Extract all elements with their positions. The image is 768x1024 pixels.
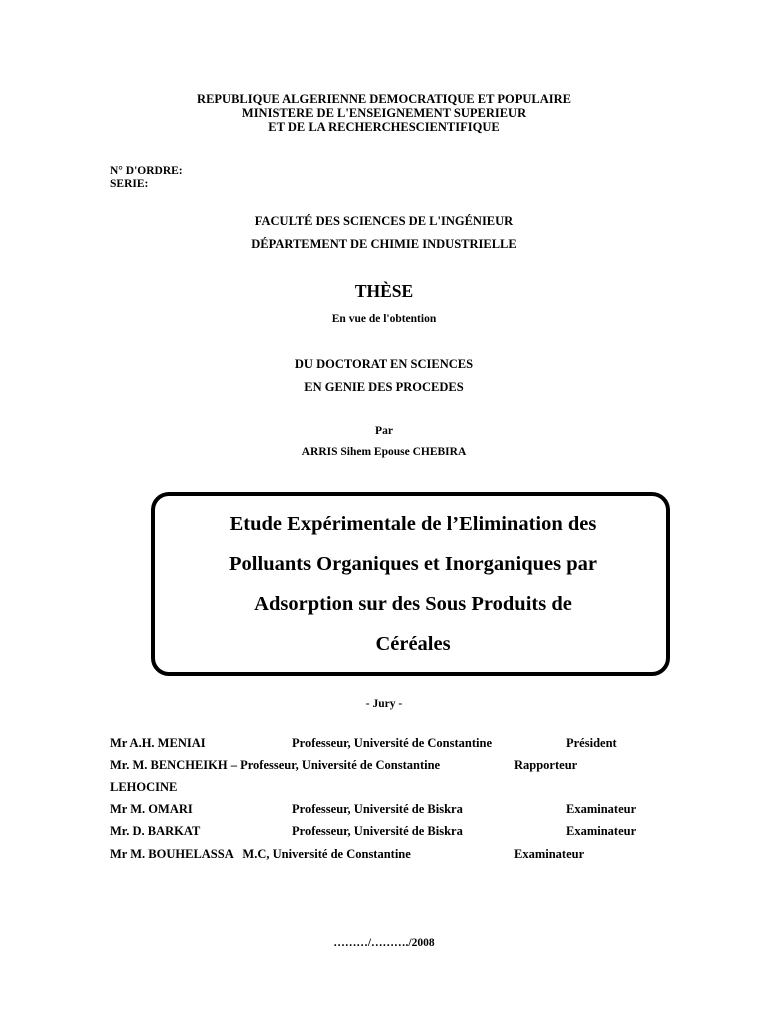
department-name: DÉPARTEMENT DE CHIMIE INDUSTRIELLE	[251, 237, 517, 251]
title-line-1: Etude Expérimentale de l’Elimination des	[229, 513, 597, 535]
jury-member-2-name-continued: LEHOCINE	[110, 780, 178, 794]
title-line-3: Adsorption sur des Sous Produits de	[254, 593, 572, 615]
thesis-heading: THÈSE	[354, 281, 414, 301]
jury-member-5-role: Examinateur	[514, 847, 585, 861]
jury-member-3-title: Professeur, Université de Biskra	[292, 802, 463, 816]
jury-member-4-title: Professeur, Université de Biskra	[292, 824, 463, 838]
jury-member-2-name-title: Mr. M. BENCHEIKH – Professeur, Université de Constantine	[110, 758, 441, 772]
by-label: Par	[375, 425, 393, 437]
degree-line-2: EN GENIE DES PROCEDES	[304, 380, 464, 394]
jury-member-1-role: Président	[566, 736, 617, 750]
republic-header	[0, 92, 768, 134]
order-block	[110, 165, 183, 191]
jury-member-4-role: Examinateur	[566, 824, 637, 838]
header-line-3: ET DE LA RECHERCHESCIENTIFIQUE	[268, 120, 500, 134]
jury-member-4-name: Mr. D. BARKAT	[110, 824, 201, 838]
jury-heading: - Jury -	[365, 698, 403, 710]
header-line-1: REPUBLIQUE ALGERIENNE DEMOCRATIQUE ET POPULAIRE	[197, 92, 571, 106]
faculty-name: FACULTÉ DES SCIENCES DE L'INGÉNIEUR	[254, 214, 514, 228]
author-name: ARRIS Sihem Epouse CHEBIRA	[301, 446, 467, 458]
order-number-label: N° D'ORDRE:	[110, 165, 183, 177]
serie-label: SERIE:	[110, 178, 149, 190]
defense-date: ………/………./2008	[333, 937, 435, 949]
thesis-title	[160, 504, 666, 664]
title-line-2: Polluants Organiques et Inorganiques par	[229, 553, 597, 575]
thesis-subtitle: En vue de l'obtention	[331, 313, 437, 325]
header-line-2: MINISTERE DE L'ENSEIGNEMENT SUPERIEUR	[241, 106, 527, 120]
jury-member-3-role: Examinateur	[566, 802, 637, 816]
jury-member-1-title: Professeur, Université de Constantine	[292, 736, 492, 750]
title-line-4: Céréales	[375, 633, 451, 655]
jury-member-1-name: Mr A.H. MENIAI	[110, 736, 206, 750]
jury-member-3-name: Mr M. OMARI	[110, 802, 193, 816]
degree-line-1: DU DOCTORAT EN SCIENCES	[294, 357, 474, 371]
jury-member-5-name-title: Mr M. BOUHELASSA M.C, Université de Constantine	[110, 847, 411, 861]
jury-member-2-role: Rapporteur	[514, 758, 578, 772]
